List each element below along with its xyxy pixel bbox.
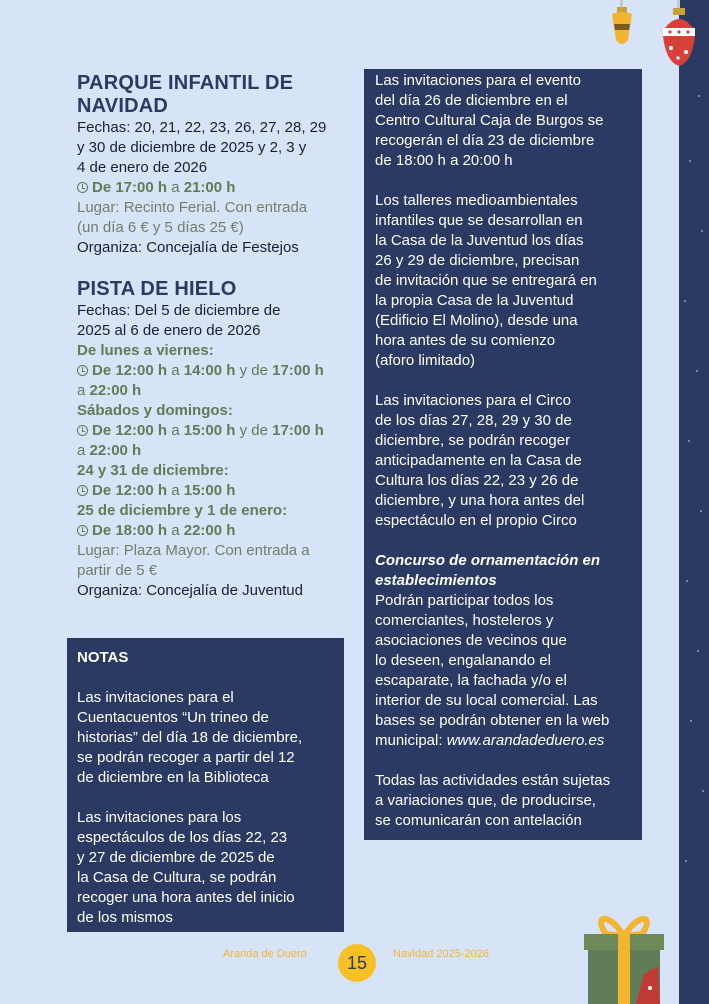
pista-sabados-horario — [77, 421, 347, 441]
time: De 17:00 h — [92, 179, 168, 196]
text-line: Centro Cultural Caja de Burgos se — [375, 112, 604, 129]
sep: a — [167, 522, 184, 539]
text-line: historias” del día 18 de diciembre, — [77, 729, 303, 746]
sep: y de — [235, 362, 273, 379]
text-line: infantiles que se desarrollan en — [375, 212, 583, 229]
parque-lugar-line: Lugar: Recinto Ferial. Con entrada — [77, 199, 308, 216]
time: 22:00 h — [183, 522, 236, 539]
parque-horario — [77, 178, 347, 198]
text-line: de los días 27, 28, 29 y 30 de — [375, 412, 572, 429]
text-line: Cuentacuentos “Un trineo de — [77, 709, 269, 726]
notas-title: NOTAS — [77, 649, 129, 666]
clock-icon — [77, 485, 88, 496]
text-line: anticipadamente en la Casa de — [375, 452, 582, 469]
text-line: lo deseen, engalanando el — [375, 652, 551, 669]
pista-25-label: 25 de diciembre y 1 de enero: — [77, 502, 288, 519]
parque-title-line1: PARQUE INFANTIL DE — [77, 72, 294, 94]
text-line: Cultura los días 22, 23 y 26 de — [375, 472, 579, 489]
pista-lunes-viernes-horario — [77, 361, 347, 381]
text-line: Todas las actividades están sujetas — [375, 772, 611, 789]
parque-organiza: Organiza: Concejalía de Festejos — [77, 239, 299, 256]
text-line: diciembre, y una hora antes del — [375, 492, 585, 509]
sep: a — [77, 442, 90, 459]
time: 17:00 h — [272, 362, 324, 379]
text-line: comerciantes, hosteleros y — [375, 612, 554, 629]
info-box-right — [364, 69, 642, 840]
pista-lugar-line: partir de 5 € — [77, 562, 158, 579]
text-line: 26 y 29 de diciembre, precisan — [375, 252, 580, 269]
text-line: diciembre, se podrán recoger — [375, 432, 571, 449]
time: 22:00 h — [89, 442, 142, 459]
text-line: Las invitaciones para el evento — [375, 72, 581, 89]
pista-sabados-label: Sábados y domingos: — [77, 402, 233, 419]
text-line: la Casa de la Juventud los días — [375, 232, 584, 249]
pista-lugar-line: Lugar: Plaza Mayor. Con entrada a — [77, 542, 310, 559]
time: 21:00 h — [183, 179, 236, 196]
text-line: Podrán participar todos los — [375, 592, 554, 609]
time: 15:00 h — [183, 422, 236, 439]
notas-box — [67, 638, 344, 932]
notas-paragraph-2 — [77, 808, 334, 928]
parque-fechas-line: y 30 de diciembre de 2025 y 2, 3 y — [77, 139, 307, 156]
sep: a — [167, 179, 184, 196]
text-line: del día 26 de diciembre en el — [375, 92, 568, 109]
pista-lunes-viernes-horario-cont — [77, 381, 347, 401]
text-line: se podrán recoger a partir del 12 — [77, 749, 295, 766]
parque-title-line2: NAVIDAD — [77, 95, 169, 117]
pista-24-horario — [77, 481, 347, 501]
text: municipal: — [375, 732, 447, 749]
text-line: (aforo limitado) — [375, 352, 476, 369]
text-line: espectáculos de los días 22, 23 — [77, 829, 288, 846]
text-line: de los mismos — [77, 909, 173, 926]
right-paragraph-2 — [375, 191, 631, 371]
clock-icon — [77, 365, 88, 376]
text-line — [375, 731, 631, 751]
text-line: a variaciones que, de producirse, — [375, 792, 596, 809]
pista-title: PISTA DE HIELO — [77, 278, 237, 300]
text-line: de invitación que se entregará en — [375, 272, 597, 289]
text-line: Las invitaciones para los — [77, 809, 242, 826]
right-paragraph-5 — [375, 771, 631, 831]
text-line: recoger una hora antes del inicio — [77, 889, 295, 906]
pista-fechas-line: 2025 al 6 de enero de 2026 — [77, 322, 261, 339]
text-line: espectáculo en el propio Circo — [375, 512, 577, 529]
text-line: Los talleres medioambientales — [375, 192, 578, 209]
time: 14:00 h — [183, 362, 236, 379]
pista-sabados-horario-cont — [77, 441, 347, 461]
website-link[interactable]: www.arandadeduero.es — [446, 732, 605, 749]
pista-lunes-viernes-label: De lunes a viernes: — [77, 342, 214, 359]
time: De 12:00 h — [92, 362, 168, 379]
text-line: (Edificio El Molino), desde una — [375, 312, 578, 329]
side-decorative-bar — [679, 0, 709, 1004]
pista-fechas-line: Fechas: Del 5 de diciembre de — [77, 302, 281, 319]
footer-right-text: Navidad 2025-2026 — [393, 948, 490, 960]
time: 17:00 h — [272, 422, 324, 439]
sep: a — [167, 422, 184, 439]
concurso-title: Concurso de ornamentación en — [375, 552, 601, 569]
footer-left-text: Aranda de Duero — [223, 948, 307, 960]
text-line: de diciembre en la Biblioteca — [77, 769, 269, 786]
text-line: Las invitaciones para el Circo — [375, 392, 571, 409]
gift-box-icon — [578, 906, 670, 1004]
time: De 18:00 h — [92, 522, 168, 539]
page-number: 15 — [338, 944, 376, 982]
left-column — [77, 72, 347, 601]
time: De 12:00 h — [92, 482, 168, 499]
sep: a — [167, 482, 184, 499]
clock-icon — [77, 425, 88, 436]
clock-icon — [77, 182, 88, 193]
text-line: bases se podrán obtener en la web — [375, 712, 610, 729]
text-line: y 27 de diciembre de 2025 de — [77, 849, 275, 866]
right-paragraph-3 — [375, 391, 631, 531]
notas-paragraph-1 — [77, 688, 334, 788]
text-line: de 18:00 h a 20:00 h — [375, 152, 513, 169]
right-paragraph-1 — [375, 71, 631, 171]
concurso-title: establecimientos — [375, 572, 497, 589]
pista-25-horario — [77, 521, 347, 541]
text-line: escaparate, la fachada y/o el — [375, 672, 567, 689]
parque-lugar-line: (un día 6 € y 5 días 25 €) — [77, 219, 244, 236]
text-line: hora antes de su comienzo — [375, 332, 556, 349]
parque-fechas-line: 4 de enero de 2026 — [77, 159, 208, 176]
text-line: recogerán el día 23 de diciembre — [375, 132, 595, 149]
clock-icon — [77, 525, 88, 536]
parque-fechas-line: Fechas: 20, 21, 22, 23, 26, 27, 28, 29 — [77, 119, 327, 136]
sep: a — [77, 382, 90, 399]
time: 22:00 h — [89, 382, 142, 399]
time: De 12:00 h — [92, 422, 168, 439]
text-line: asociaciones de vecinos que — [375, 632, 567, 649]
text-line: interior de su local comercial. Las — [375, 692, 598, 709]
text-line: la Casa de Cultura, se podrán — [77, 869, 277, 886]
gold-ornament-icon — [608, 0, 636, 50]
pista-organiza: Organiza: Concejalía de Juventud — [77, 582, 303, 599]
pista-24-label: 24 y 31 de diciembre: — [77, 462, 229, 479]
text-line: se comunicarán con antelación — [375, 812, 582, 829]
concurso-section — [375, 551, 631, 751]
time: 15:00 h — [183, 482, 236, 499]
text-line: la propia Casa de la Juventud — [375, 292, 574, 309]
sep: a — [167, 362, 184, 379]
red-ornament-icon — [660, 0, 698, 70]
text-line: Las invitaciones para el — [77, 689, 234, 706]
sep: y de — [235, 422, 273, 439]
